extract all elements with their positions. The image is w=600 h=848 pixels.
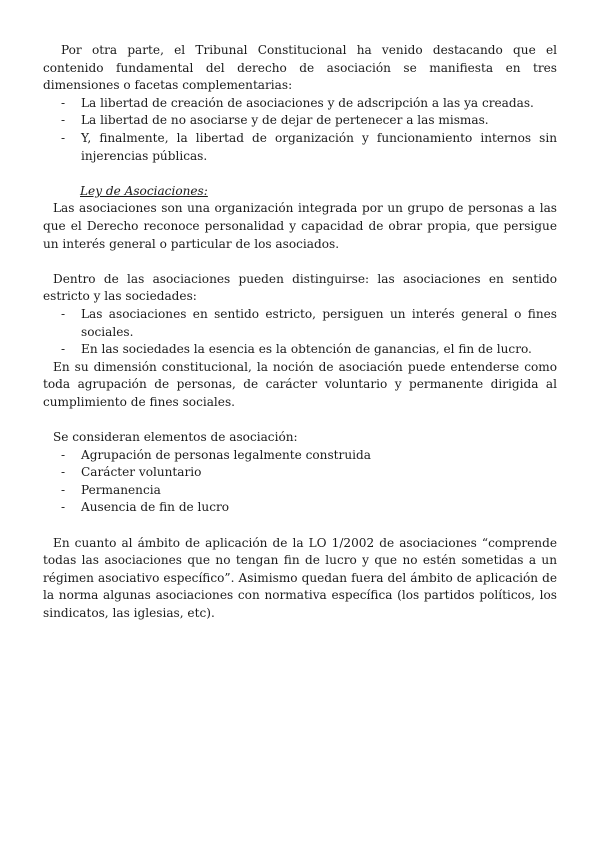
list-tipos (43, 306, 557, 359)
list-item: - Y, finalmente, la libertad de organización y funcionamiento internos sin injerencias públicas. (61, 130, 557, 163)
paragraph-distinguirse: Dentro de las asociaciones pueden distinguirse: las asociaciones en sentido estricto y las sociedades: (43, 271, 557, 304)
section-heading-ley-asociaciones: Ley de Asociaciones: (80, 183, 208, 198)
list-item: - La libertad de creación de asociaciones y de adscripción a las ya creadas. (61, 95, 557, 113)
paragraph-dimension-constitucional: En su dimensión constitucional, la noción de asociación puede entenderse como toda agrupación de personas, de carácter voluntario y permanente dirigida al cumplimiento de fines sociales. (43, 359, 557, 409)
spacer (43, 411, 557, 429)
dash-marker: - (61, 130, 66, 145)
paragraph-definicion: Las asociaciones son una organización integrada por un grupo de personas a las que el Derecho reconoce personalidad y capacidad de obrar propia, que persigue un interés general o particular de los asociados. (43, 201, 557, 251)
spacer (43, 517, 557, 535)
list-item: - Permanencia (61, 482, 557, 500)
dash-marker: - (61, 465, 66, 480)
dash-marker: - (61, 500, 66, 515)
list-item: - En las sociedades la esencia es la obtención de ganancias, el fin de lucro. (61, 341, 557, 359)
list-item: - Las asociaciones en sentido estricto, persiguen un interés general o fines sociales. (61, 306, 557, 339)
paragraph-tribunal-constitucional: Por otra parte, el Tribunal Constitucional ha venido destacando que el contenido fundamental del derecho de asociación se manifiesta en tres dimensiones o facetas complementarias: (43, 43, 557, 93)
list-item: - Carácter voluntario (61, 464, 557, 482)
spacer (43, 253, 557, 271)
paragraph-elementos: Se consideran elementos de asociación: (53, 430, 298, 445)
list-item: - La libertad de no asociarse y de dejar de pertenecer a las mismas. (61, 112, 557, 130)
dash-marker: - (61, 342, 66, 357)
paragraph-ambito-aplicacion: En cuanto al ámbito de aplicación de la LO 1/2002 de asociaciones “comprende todas las asociaciones que no tengan fin de lucro y que no estén sometidas a un régimen asociativo específico”. Asimismo quedan fuera del ámbito de aplicación de la norma algunas asociaciones con normativa específica (los partidos políticos, los sindicatos, las iglesias, etc). (43, 535, 557, 620)
list-item: - Agrupación de personas legalmente construida (61, 447, 557, 465)
list-elementos (43, 447, 557, 517)
list-item: - Ausencia de fin de lucro (61, 499, 557, 517)
dash-marker: - (61, 113, 66, 128)
dash-marker: - (61, 447, 66, 462)
dash-marker: - (61, 306, 66, 321)
list-dimensiones (43, 95, 557, 165)
dash-marker: - (61, 95, 66, 110)
spacer (43, 165, 557, 183)
dash-marker: - (61, 482, 66, 497)
